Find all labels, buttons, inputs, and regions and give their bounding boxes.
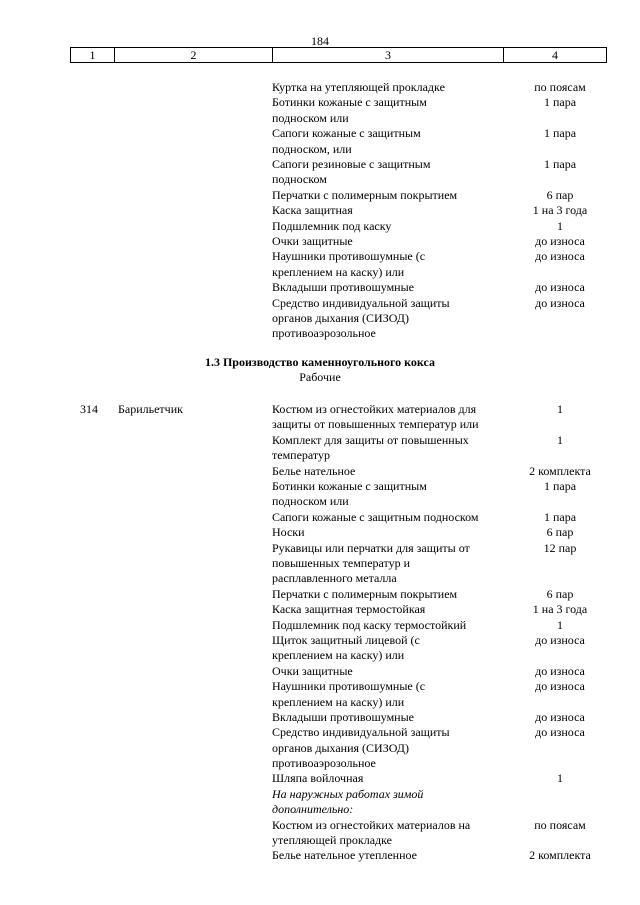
ppe-item-name: Очки защитные — [272, 663, 353, 678]
ppe-item-quantity: 1 — [557, 402, 563, 416]
ppe-item-name: Комплект для защиты от повышенных температур — [272, 432, 469, 463]
ppe-item-name: Белье нательное утепленное — [272, 848, 417, 863]
ppe-item-quantity: до износа — [535, 233, 585, 248]
ppe-row — [0, 296, 640, 342]
ppe-item-name: Средство индивидуальной защиты органов дыхания (СИЗОД) противоаэрозольное — [272, 295, 450, 341]
ppe-row — [0, 188, 640, 203]
ppe-item-quantity: по поясам — [534, 817, 586, 832]
column-header-4: 4 — [504, 48, 607, 63]
ppe-item-quantity: 1 пара — [543, 156, 577, 171]
ppe-item-quantity: 12 пар — [543, 540, 577, 555]
ppe-item-quantity: до износа — [535, 280, 585, 295]
ppe-item-name: Ботинки кожаные с защитным подноском или — [272, 95, 427, 125]
ppe-row — [0, 787, 640, 818]
ppe-item-name: Перчатки с полимерным покрытием — [272, 586, 458, 601]
ppe-row — [0, 95, 640, 126]
ppe-item-quantity: по поясам — [534, 80, 586, 94]
ppe-item-name: Вкладыши противошумные — [272, 280, 414, 295]
ppe-item-name: Ботинки кожаные с защитным подноском или — [272, 478, 427, 509]
ppe-row — [0, 725, 640, 771]
ppe-row — [0, 602, 640, 617]
ppe-item-quantity: 1 — [557, 771, 563, 786]
page-number: 184 — [311, 34, 329, 48]
ppe-row — [0, 479, 640, 510]
ppe-row — [0, 818, 640, 849]
ppe-item-quantity: до износа — [535, 663, 585, 678]
ppe-item-name: Подшлемник под каску термостойкий — [272, 617, 467, 632]
ppe-row — [0, 234, 640, 249]
ppe-item-quantity: 1 пара — [543, 478, 577, 493]
ppe-row — [0, 633, 640, 664]
column-header-table — [70, 47, 607, 63]
ppe-list-continued — [0, 80, 640, 342]
ppe-row — [0, 433, 640, 464]
ppe-item-name: Сапоги кожаные с защитным подноском, или — [272, 126, 421, 156]
ppe-item-name: Костюм из огнестойких материалов на утепляющей прокладке — [272, 817, 471, 848]
ppe-item-name: Наушники противошумные (с креплением на каску) или — [272, 679, 426, 709]
ppe-row — [0, 541, 640, 587]
ppe-item-name: Средство индивидуальной защиты органов дыхания (СИЗОД) противоаэрозольное — [272, 725, 450, 771]
ppe-row — [0, 771, 640, 786]
ppe-item-name: Носки — [272, 525, 305, 540]
ppe-item-quantity: 1 на 3 года — [532, 602, 588, 617]
ppe-row — [0, 525, 640, 540]
column-header-2: 2 — [115, 48, 273, 63]
entry-number: 314 — [80, 402, 98, 416]
ppe-item-quantity: 1 — [557, 432, 563, 447]
ppe-item-name: Шляпа войлочная — [272, 771, 364, 786]
ppe-item-quantity: до износа — [535, 679, 585, 694]
entry-profession: Барильетчик — [118, 402, 183, 416]
ppe-item-quantity: 6 пар — [546, 187, 574, 202]
ppe-row — [0, 80, 640, 95]
ppe-item-quantity: 1 пара — [543, 126, 577, 141]
column-header-3: 3 — [273, 48, 504, 63]
ppe-row — [0, 249, 640, 280]
ppe-row — [0, 710, 640, 725]
ppe-item-name: Рукавицы или перчатки для защиты от повышенных температур и расплавленного металла — [272, 540, 470, 586]
ppe-row — [0, 464, 640, 479]
ppe-item-name: Каска защитная — [272, 203, 353, 218]
ppe-item-quantity: 6 пар — [546, 525, 574, 540]
ppe-row — [0, 280, 640, 295]
ppe-item-name: Вкладыши противошумные — [272, 709, 414, 724]
section-subtitle: Рабочие — [299, 370, 341, 384]
ppe-row — [0, 848, 640, 863]
ppe-row — [0, 402, 640, 433]
ppe-item-quantity: 1 на 3 года — [532, 203, 588, 218]
ppe-item-quantity: 2 комплекта — [529, 848, 591, 863]
ppe-item-name: Белье нательное — [272, 463, 356, 478]
ppe-item-quantity: 2 комплекта — [529, 463, 591, 478]
ppe-item-name: Наушники противошумные (с креплением на каску) или — [272, 249, 426, 279]
section-heading — [0, 355, 640, 385]
ppe-item-name: Очки защитные — [272, 233, 353, 248]
ppe-item-quantity: до износа — [535, 249, 585, 264]
ppe-item-quantity: 1 пара — [543, 95, 577, 110]
ppe-item-quantity: 6 пар — [546, 586, 574, 601]
ppe-item-quantity: до износа — [535, 709, 585, 724]
ppe-item-name: Перчатки с полимерным покрытием — [272, 187, 458, 202]
ppe-row — [0, 587, 640, 602]
section-title: 1.3 Производство каменноугольного кокса — [204, 355, 436, 369]
ppe-item-name: Щиток защитный лицевой (с креплением на каску) или — [272, 632, 420, 663]
ppe-row — [0, 203, 640, 218]
ppe-item-quantity: до износа — [535, 725, 585, 740]
ppe-row — [0, 510, 640, 525]
ppe-row — [0, 219, 640, 234]
ppe-item-name: Сапоги кожаные с защитным подноском — [272, 509, 479, 524]
ppe-row — [0, 679, 640, 710]
ppe-list-barilletchik — [0, 402, 640, 864]
ppe-item-quantity: до износа — [535, 295, 585, 310]
ppe-item-quantity: 1 пара — [543, 509, 577, 524]
column-header-1: 1 — [71, 48, 115, 63]
ppe-item-name: Сапоги резиновые с защитным подноском — [272, 156, 431, 187]
ppe-item-name: Подшлемник под каску — [272, 218, 392, 233]
ppe-item-name: Каска защитная термостойкая — [272, 602, 426, 617]
ppe-item-name: Костюм из огнестойких материалов для защиты от повышенных температур или — [272, 402, 479, 432]
ppe-item-quantity: до износа — [535, 632, 585, 647]
ppe-item-quantity: 1 — [557, 617, 563, 632]
ppe-row — [0, 618, 640, 633]
ppe-item-name: На наружных работах зимой дополнительно: — [272, 786, 424, 817]
ppe-row — [0, 157, 640, 188]
ppe-row — [0, 126, 640, 157]
ppe-item-quantity: 1 — [557, 218, 563, 233]
ppe-item-name: Куртка на утепляющей прокладке — [272, 80, 445, 94]
ppe-row — [0, 664, 640, 679]
